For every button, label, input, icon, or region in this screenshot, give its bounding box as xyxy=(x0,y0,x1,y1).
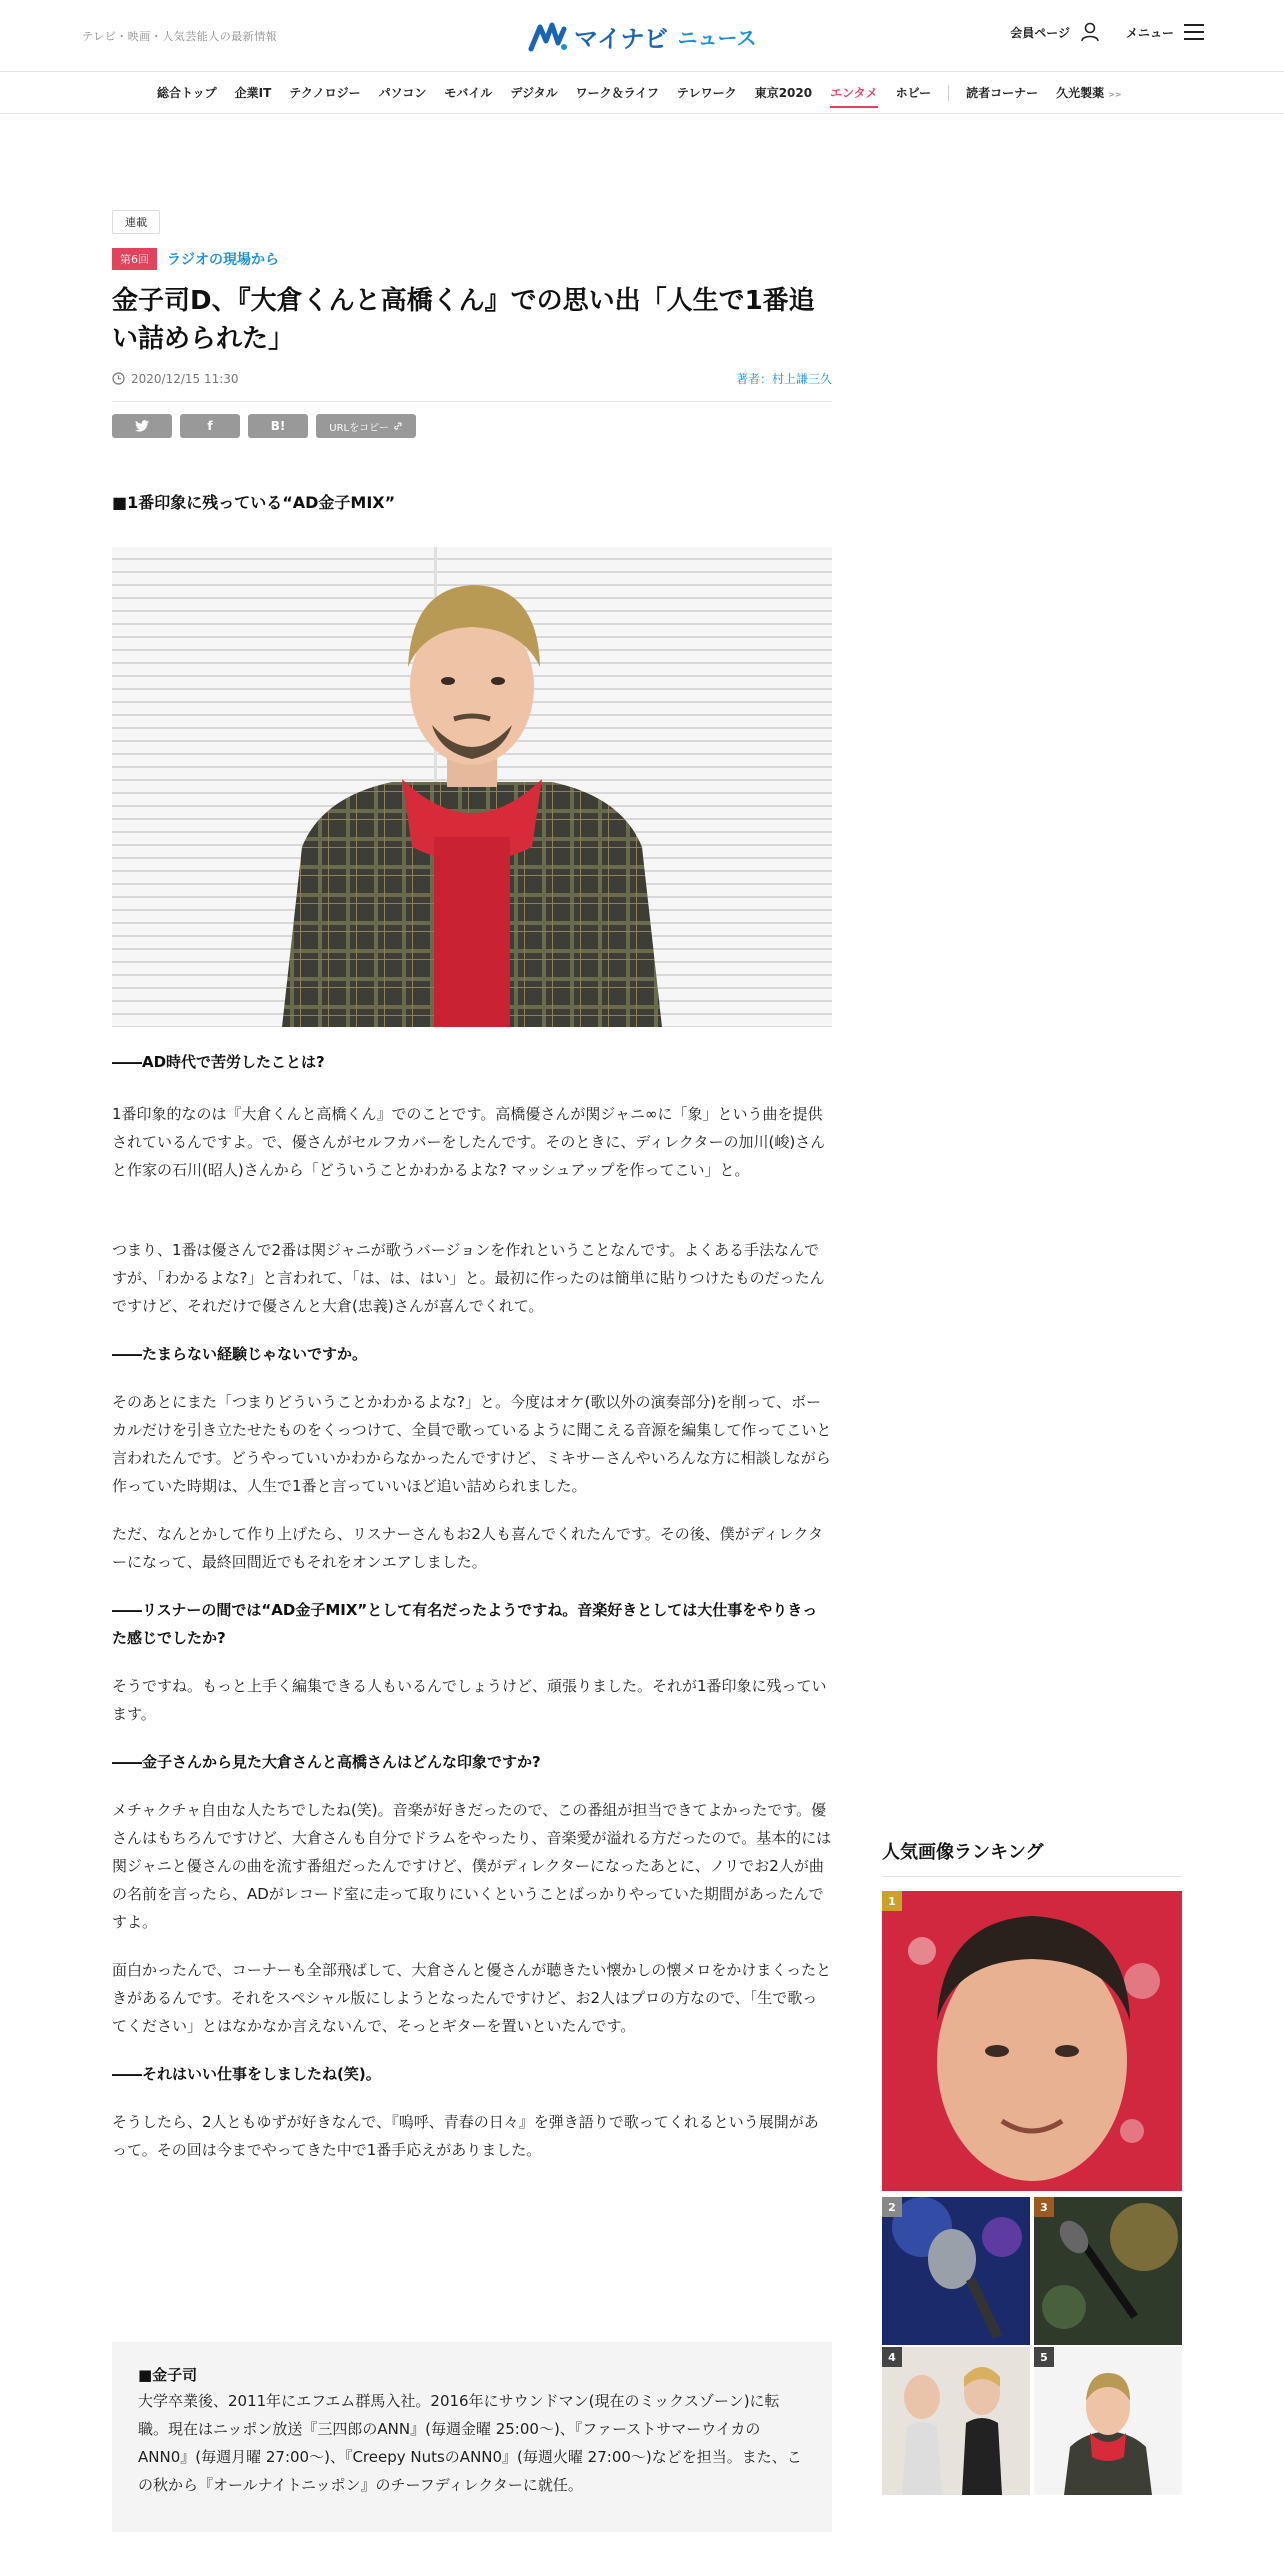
nav-item-enterprise-it[interactable]: 企業IT xyxy=(234,86,272,100)
ranking-item[interactable] xyxy=(1034,2347,1182,2495)
episode-badge: 第6回 xyxy=(112,248,157,270)
answer-paragraph-4: ただ、なんとかして作り上げたら、リスナーさんもお2人も喜んでくれたんです。その後、僕がディレクターになって、最終回間近でもそれをオンエアしました。 xyxy=(112,1525,823,1571)
ranking-image-5 xyxy=(1034,2347,1182,2495)
answer-paragraph-6: メチャクチャ自由な人たちでしたね(笑)。音楽が好きだったので、この番組が担当できてよかったです。優さんはもちろんですけど、大倉さんも自分でドラムをやったり、音楽愛が溢れる方だったので。基本的には関ジャニと優さんの曲を流す番組だったんですけど、僕がディレクターになったあとに、ノリでお2人が曲の名前を言ったら、ADがレコード室に走って取りにいくということばっかりやっていた期間があったんですよ。 xyxy=(112,1801,832,1931)
rank-number: 3 xyxy=(1034,2197,1054,2217)
article-photo xyxy=(112,547,832,1027)
series-row xyxy=(112,248,832,270)
author-link[interactable]: 著者：村上謙三久 xyxy=(735,372,832,386)
share-facebook-button[interactable] xyxy=(180,414,240,438)
ranking-image-2 xyxy=(882,2197,1030,2345)
publish-date xyxy=(112,372,239,386)
nav-item-hisamitsu[interactable] xyxy=(1047,72,1130,114)
rank-number: 4 xyxy=(882,2347,902,2367)
nav-item-work-life[interactable]: ワーク＆ライフ xyxy=(575,86,659,100)
logo-mark-icon xyxy=(528,19,568,53)
nav-item-hobby[interactable]: ホビー xyxy=(895,86,932,100)
menu-button[interactable] xyxy=(1126,23,1204,41)
facebook-icon: f xyxy=(207,419,213,433)
rank-number: 2 xyxy=(882,2197,902,2217)
question-5: ――それはいい仕事をしましたね(笑)。 xyxy=(112,2065,381,2083)
article-title: 金子司D、『大倉くんと高橋くん』での思い出「人生で1番追い詰められた」 xyxy=(112,286,815,354)
answer-paragraph-8: そうしたら、2人ともゆずが好きなんで、『嗚呼、青春の日々』を弾き語りで歌ってくれるという展開があって。その回は今までやってきた中で1番手応えがありました。 xyxy=(112,2113,819,2159)
ranking-title: 人気画像ランキング xyxy=(882,1838,1182,1877)
question-2: ――たまらない経験じゃないですか。 xyxy=(112,1345,368,1363)
rank-number: 5 xyxy=(1034,2347,1054,2367)
share-buttons xyxy=(112,414,832,438)
logo-text: マイナビ xyxy=(574,24,668,53)
series-tag[interactable]: 連載 xyxy=(112,210,160,234)
answer-paragraph-7: 面白かったんで、コーナーも全部飛ばして、大倉さんと優さんが聴きたい懐かしの懐メロをかけまくったときがあるんです。それをスペシャル版にしようとなったんですけど、お2人はプロの方なので、「生で歌ってください」とはなかなか言えないんで、そっとギターを置いといたんです。 xyxy=(112,1961,832,2035)
twitter-icon xyxy=(135,420,149,432)
profile-box xyxy=(112,2342,832,2532)
nav-item-hisamitsu-label: 久光製薬 xyxy=(1056,86,1105,100)
profile-name: ■金子司 xyxy=(138,2366,198,2384)
question-1: ――AD時代で苦労したことは? xyxy=(112,1053,325,1071)
site-tagline: テレビ・映画・人気芸能人の最新情報 xyxy=(82,30,278,43)
nav-item-reader-corner[interactable]: 読者コーナー xyxy=(966,86,1039,100)
member-page-label: 会員ページ xyxy=(1010,25,1070,40)
article xyxy=(112,210,832,2159)
article-body xyxy=(112,1048,832,2164)
nav-separator xyxy=(948,85,949,101)
link-icon xyxy=(393,421,403,431)
answer-paragraph-5: そうですね。もっと上手く編集できる人もいるんでしょうけど、頑張りました。それが1番印象に残っています。 xyxy=(112,1677,827,1723)
share-hatena-button[interactable] xyxy=(248,414,308,438)
nav-item-pc[interactable]: パソコン xyxy=(378,86,427,100)
article-meta xyxy=(112,370,832,402)
nav-item-mobile[interactable]: モバイル xyxy=(444,86,493,100)
nav-item-digital[interactable]: デジタル xyxy=(510,86,558,100)
section-heading: ■1番印象に残っている“AD金子MIX” xyxy=(112,493,396,512)
ranking-item[interactable] xyxy=(882,2197,1030,2345)
nav-item-top[interactable]: 総合トップ xyxy=(157,86,217,100)
nav-more-indicator: >> xyxy=(1108,90,1122,99)
profile-text: 大学卒業後、2011年にエフエム群馬入社。2016年にサウンドマン(現在のミックスゾーン)に転職。現在はニッポン放送『三四郎のANN』(毎週金曜 25:00～)、『ファーストサマーウイカのANN0』(毎週月曜 27:00～)、『Creepy NutsのANN0』(毎週火曜 27:00～)などを担当。また、この秋から『オールナイトニッポン』のチーフディレクターに就任。 xyxy=(138,2392,802,2494)
site-header xyxy=(0,0,1284,72)
nav-item-entertainment[interactable]: エンタメ xyxy=(821,72,887,114)
share-twitter-button[interactable] xyxy=(112,414,172,438)
logo-sub-text: ニュース xyxy=(677,25,757,50)
global-nav xyxy=(0,72,1284,114)
image-ranking xyxy=(882,1838,1182,2495)
ranking-item[interactable] xyxy=(882,1891,1182,2191)
ranking-image-1 xyxy=(882,1891,1182,2191)
series-name-link[interactable]: ラジオの現場から xyxy=(167,252,279,268)
member-page-link[interactable] xyxy=(1010,22,1100,42)
nav-item-telework[interactable]: テレワーク xyxy=(676,86,737,100)
menu-label: メニュー xyxy=(1125,25,1174,40)
question-4: ――金子さんから見た大倉さんと高橋さんはどんな印象ですか? xyxy=(112,1753,541,1771)
ranking-image-4 xyxy=(882,2347,1030,2495)
ranking-grid xyxy=(882,1891,1182,2495)
ranking-item[interactable] xyxy=(1034,2197,1182,2345)
header-actions xyxy=(1010,22,1204,42)
nav-list xyxy=(148,72,1131,114)
answer-paragraph-3: そのあとにまた「つまりどういうことかわかるよな?」と。今度はオケ(歌以外の演奏部分)を削って、ボーカルだけを引き立たせたものをくっつけて、全員で歌っているように聞こえる音源を編集して作ってこいと言われたんです。どうやっていいかわからなかったんですけど、ミキサーさんやいろんな方に相談しながら作っていた時期は、人生で1番と言っていいほど追い詰められました。 xyxy=(112,1393,832,1495)
question-3: ――リスナーの間では“AD金子MIX”として有名だったようですね。音楽好きとしては大仕事をやりきった感じでしたか? xyxy=(112,1601,818,1647)
clock-icon xyxy=(112,372,125,385)
user-icon xyxy=(1080,22,1100,42)
answer-paragraph-1: 1番印象的なのは『大倉くんと高橋くん』でのことです。高橋優さんが関ジャニ∞に「象」という曲を提供されているんですよ。で、優さんがセルフカバーをしたんです。そのときに、ディレクターの加川(峻)さんと作家の石川(昭人)さんから「どういうことかわかるよな? マッシュアップを作ってこい」と。 xyxy=(112,1105,826,1179)
copy-url-button[interactable] xyxy=(316,414,416,438)
hamburger-icon xyxy=(1184,23,1204,41)
hatena-icon: B! xyxy=(270,419,286,433)
rank-number: 1 xyxy=(882,1891,902,1911)
nav-item-technology[interactable]: テクノロジー xyxy=(289,86,361,100)
portrait-photo xyxy=(112,547,832,1027)
nav-item-tokyo2020[interactable]: 東京2020 xyxy=(754,86,813,100)
answer-paragraph-2: つまり、1番は優さんで2番は関ジャニが歌うバージョンを作れということなんです。よくある手法なんですが、「わかるよな?」と言われて、「は、は、はい」と。最初に作ったのは簡単に貼りつけたものだったんですけど、それだけで優さんと大倉(忠義)さんが喜んでくれて。 xyxy=(112,1241,825,1315)
ranking-image-3 xyxy=(1034,2197,1182,2345)
publish-date-text: 2020/12/15 11:30 xyxy=(131,371,239,386)
site-logo[interactable] xyxy=(528,16,757,56)
ranking-item[interactable] xyxy=(882,2347,1030,2495)
copy-url-label: URLをコピー xyxy=(329,422,389,434)
